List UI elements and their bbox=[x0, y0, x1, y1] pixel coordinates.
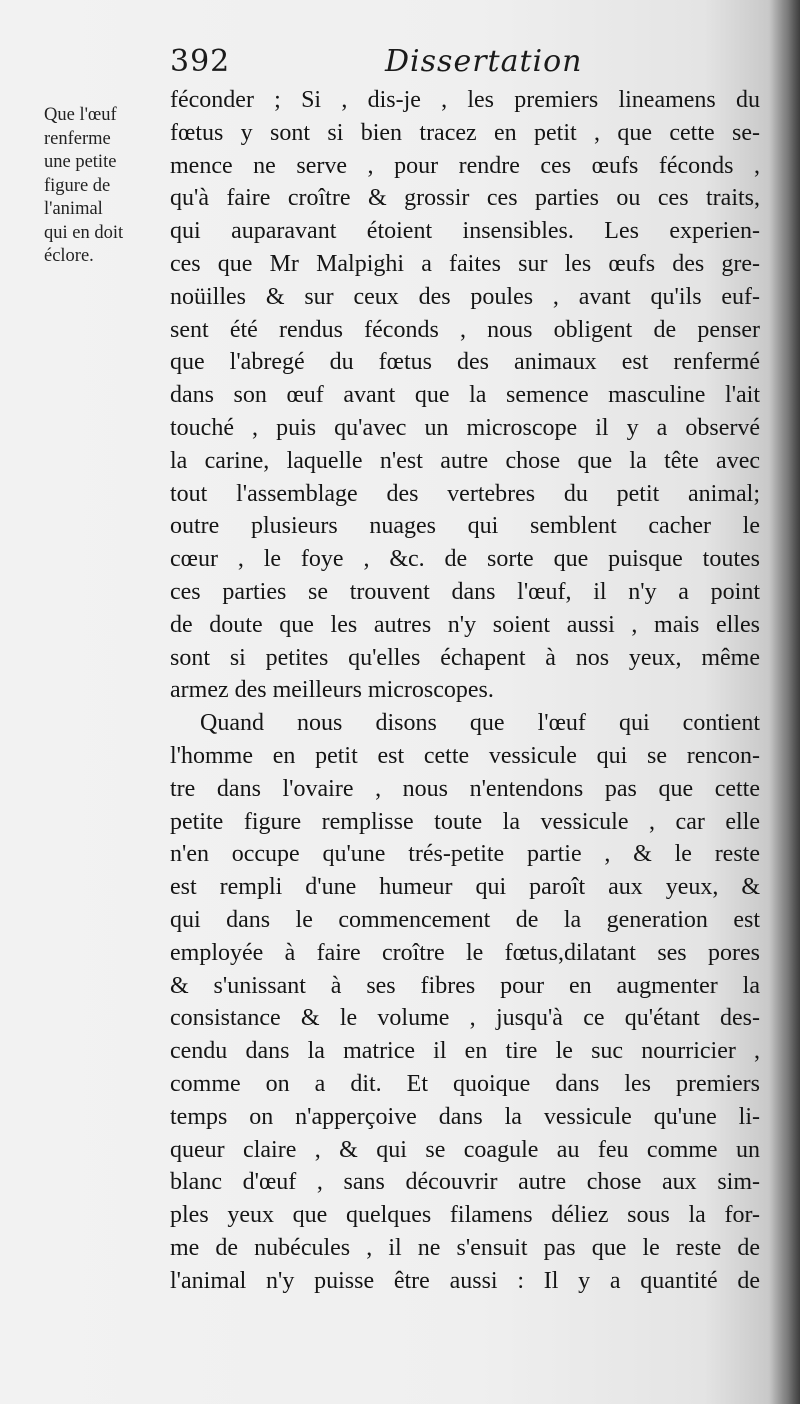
margin-note-line: qui en doit bbox=[44, 222, 124, 243]
text-line: outre plusieurs nuages qui semblent cacher le bbox=[170, 513, 760, 540]
text-line: fœtus y sont si bien tracez en petit , que cette se- bbox=[170, 119, 760, 146]
text-line: petite figure remplisse toute la vessicule , car elle bbox=[170, 808, 760, 835]
text-line: féconder ; Si , dis-je , les premiers lineamens du bbox=[170, 87, 760, 113]
margin-note bbox=[44, 104, 166, 269]
text-line: est rempli d'une humeur qui paroît aux yeux, & bbox=[170, 874, 760, 901]
margin-note-line: éclore. bbox=[44, 246, 94, 266]
text-line: cendu dans la matrice il en tire le suc nourricier , bbox=[170, 1038, 760, 1065]
text-line: de doute que les autres n'y soient aussi , mais elles bbox=[170, 611, 760, 638]
margin-note-line: une petite bbox=[44, 152, 117, 172]
text-line: que l'abregé du fœtus des animaux est renfermé bbox=[170, 349, 760, 376]
text-line: ces parties se trouvent dans l'œuf, il n'y a point bbox=[170, 578, 760, 605]
margin-note-line: l'animal bbox=[44, 199, 103, 219]
margin-note-line: Que l'œuf bbox=[44, 105, 117, 125]
text-line: sont si petites qu'elles échapent à nos yeux, même bbox=[170, 644, 760, 671]
page-edge-shadow bbox=[770, 0, 800, 1404]
text-line: la carine, laquelle n'est autre chose que la tête avec bbox=[170, 447, 760, 474]
text-line: l'animal n'y puisse être aussi : Il y a quantité de bbox=[170, 1267, 760, 1294]
text-line: ces que Mr Malpighi a faites sur les œufs des gre- bbox=[170, 250, 760, 277]
text-line: sent été rendus féconds , nous obligent de penser bbox=[170, 316, 760, 343]
text-line: tre dans l'ovaire , nous n'entendons pas que cette bbox=[170, 775, 760, 802]
page-number: 392 bbox=[170, 44, 231, 79]
text-line: tout l'assemblage des vertebres du petit animal; bbox=[170, 480, 760, 507]
page-header bbox=[170, 44, 770, 88]
paragraph-2 bbox=[170, 707, 760, 1297]
paragraph-1 bbox=[170, 84, 760, 707]
text-line: qui dans le commencement de la generation est bbox=[170, 906, 760, 933]
text-line: armez des meilleurs microscopes. bbox=[170, 677, 494, 704]
margin-note-line: renferme bbox=[44, 128, 111, 149]
text-line: mence ne serve , pour rendre ces œufs féconds , bbox=[170, 152, 760, 179]
text-line: consistance & le volume , jusqu'à ce qu'étant des- bbox=[170, 1005, 760, 1032]
text-line: & s'unissant à ses fibres pour en augmenter la bbox=[170, 972, 760, 999]
text-line: comme on a dit. Et quoique dans les premiers bbox=[170, 1070, 760, 1097]
text-line: queur claire , & qui se coagule au feu comme un bbox=[170, 1136, 760, 1163]
text-line: qui auparavant étoient insensibles. Les experien- bbox=[170, 218, 760, 245]
text-line: l'homme en petit est cette vessicule qui se rencon- bbox=[170, 742, 760, 769]
body-text bbox=[170, 84, 760, 1297]
text-line: touché , puis qu'avec un microscope il y a observé bbox=[170, 414, 760, 441]
text-line: Quand nous disons que l'œuf qui contient bbox=[200, 710, 760, 737]
text-line: me de nubécules , il ne s'ensuit pas que le reste de bbox=[170, 1234, 760, 1261]
margin-note-line: figure de bbox=[44, 175, 111, 196]
text-line: employée à faire croître le fœtus,dilatant ses pores bbox=[170, 939, 760, 966]
running-title: Dissertation bbox=[385, 44, 583, 79]
text-line: noüilles & sur ceux des poules , avant qu'ils euf- bbox=[170, 283, 760, 310]
text-line: cœur , le foye , &c. de sorte que puisque toutes bbox=[170, 546, 760, 573]
text-line: ples yeux que quelques filamens déliez sous la for- bbox=[170, 1202, 760, 1229]
text-line: dans son œuf avant que la semence masculine l'ait bbox=[170, 382, 760, 409]
text-line: temps on n'apperçoive dans la vessicule qu'une li- bbox=[170, 1103, 760, 1130]
text-line: blanc d'œuf , sans découvrir autre chose aux sim- bbox=[170, 1169, 760, 1196]
text-line: qu'à faire croître & grossir ces parties ou ces traits, bbox=[170, 185, 760, 212]
text-line: n'en occupe qu'une trés-petite partie , & le reste bbox=[170, 841, 760, 868]
